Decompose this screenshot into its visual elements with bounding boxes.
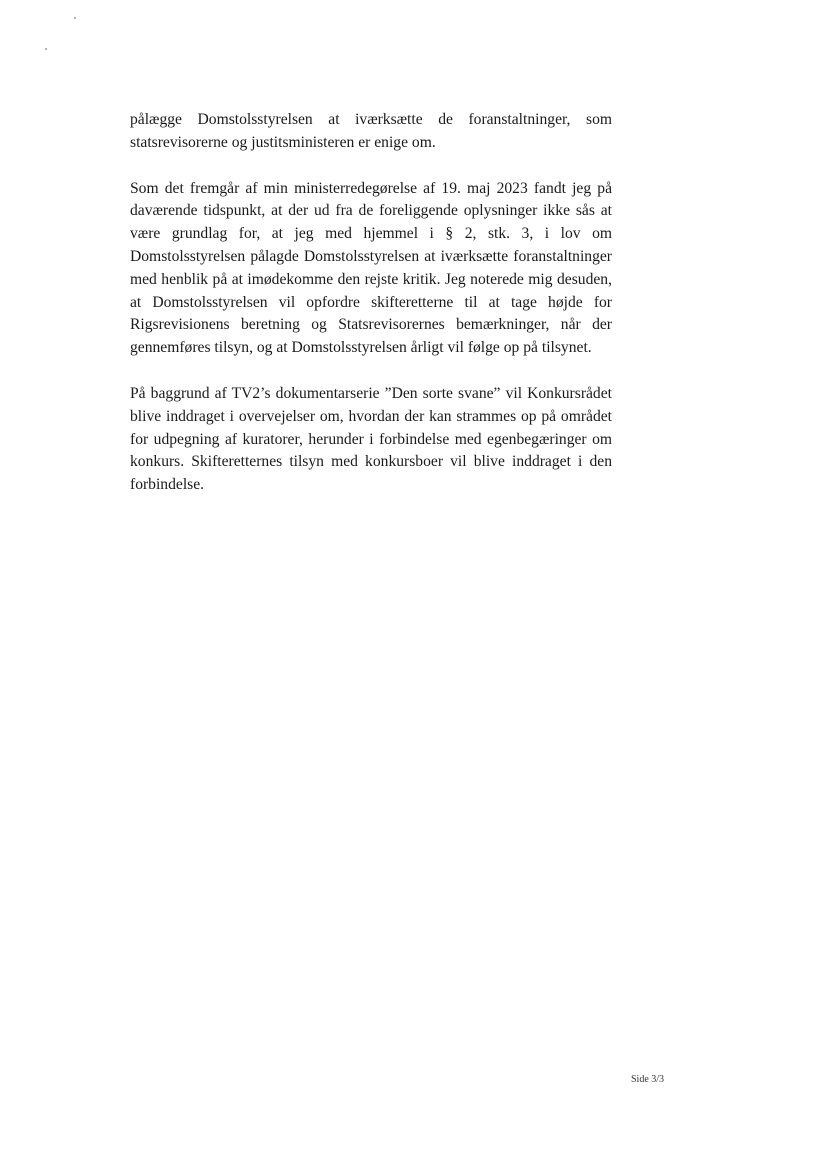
document-body xyxy=(130,109,612,520)
paragraph-ministerial-statement: Som det fremgår af min ministerredegørelse af 19. maj 2023 fandt jeg på daværende tidspunkt, at der ud fra de foreliggende oplysninger ikke sås at være grundlag for, at jeg med hjemmel i § 2, stk. 3, i lov om Domstolsstyrelsen pålagde Domstolsstyrelsen at iværksætte foranstaltninger med henblik på at imødekomme den rejste kritik. Jeg noterede mig desuden, at Domstolsstyrelsen vil opfordre skifteretterne til at tage højde for Rigsrevisionens beretning og Statsrevisorernes bemærkninger, når der gennemføres tilsyn, og at Domstolsstyrelsen årligt vil følge op på tilsynet. xyxy=(130,179,612,357)
paragraph-konkursraadet: På baggrund af TV2’s dokumentarserie ”Den sorte svane” vil Konkursrådet blive inddraget i overvejelser om, hvordan der kan strammes op på området for udpegning af kuratorer, herunder i forbindelse med egenbegæringer om konkurs. Skifteretternes tilsyn med konkursboer vil blive inddraget i den forbindelse. xyxy=(130,384,612,494)
scan-speck xyxy=(74,17,76,19)
paragraph-continuation: pålægge Domstolsstyrelsen at iværksætte de foranstaltninger, som statsrevisorerne og justitsministeren er enige om. xyxy=(130,111,612,151)
page-number: Side 3/3 xyxy=(631,1074,665,1085)
scan-speck xyxy=(45,48,47,50)
